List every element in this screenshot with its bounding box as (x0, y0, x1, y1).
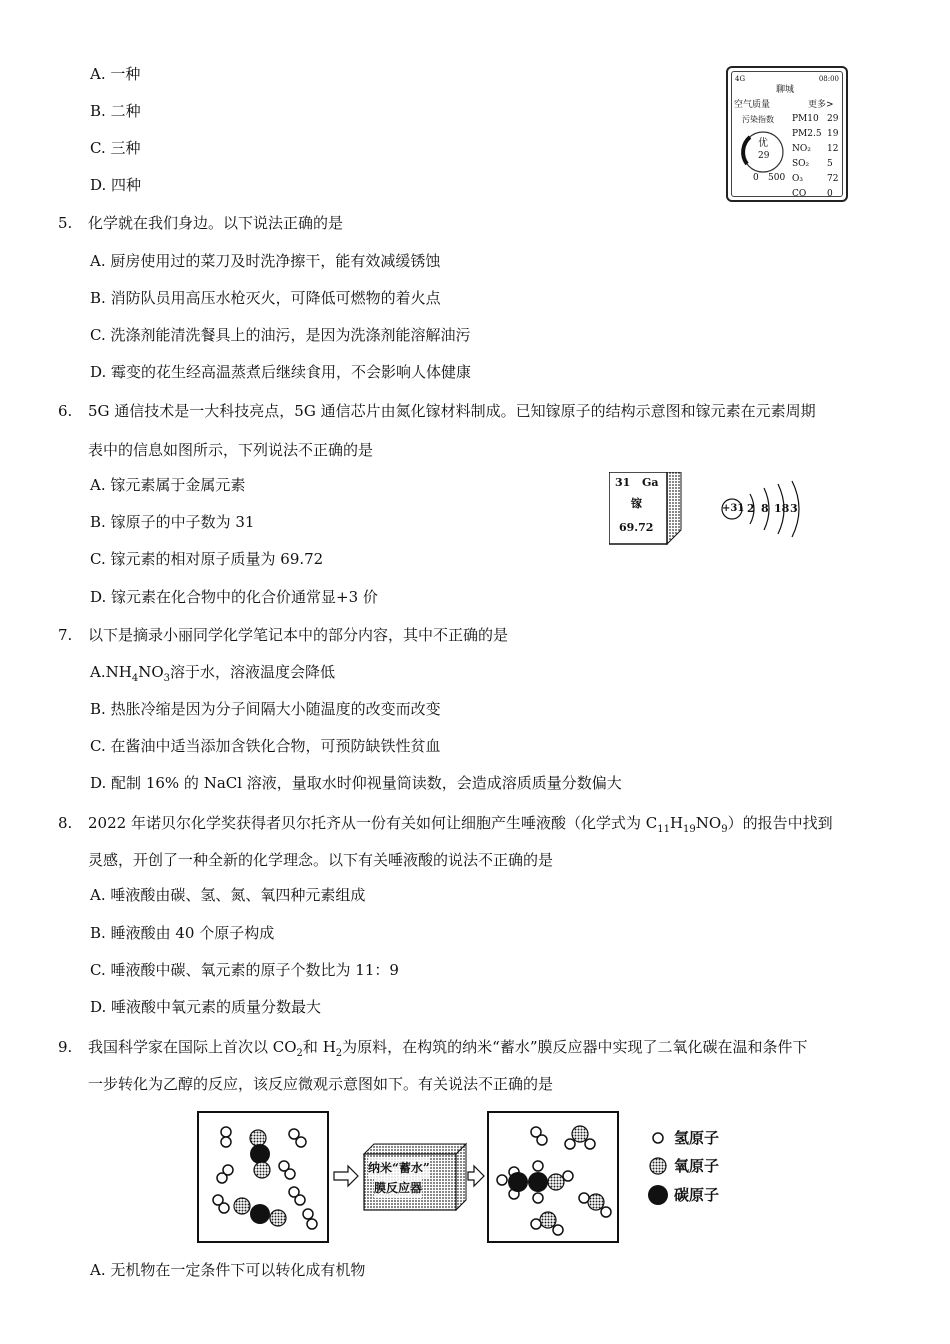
q4-option-c: C. 三种 (90, 139, 141, 157)
element-mass: 69.72 (619, 521, 654, 534)
q8-number: 8. (58, 814, 73, 832)
aqi-grade: 优 (758, 138, 768, 149)
q6-option-b: B. 镓原子的中子数为 31 (90, 513, 255, 531)
pollutant-value: 12 (827, 144, 839, 154)
q6-option-a: A. 镓元素属于金属元素 (90, 476, 246, 494)
pollutant-name: PM10 (792, 114, 819, 124)
q6-option-c: C. 镓元素的相对原子质量为 69.72 (90, 550, 324, 568)
q8-option-c: C. 唾液酸中碳、氧元素的原子个数比为 11：9 (90, 961, 399, 979)
pollutant-value: 0 (827, 189, 833, 199)
q6-stem-line1: 5G 通信技术是一大科技亮点，5G 通信芯片由氮化镓材料制成。已知镓原子的结构示意图和镓元素在元素周期 (88, 402, 816, 420)
reactor-label-line1: 纳米“蓄水” (368, 1158, 430, 1178)
phone-signal: 4G (735, 75, 746, 83)
legend-oxygen-icon (650, 1158, 666, 1174)
pollutant-value: 19 (827, 129, 839, 139)
reaction-micro-diagram (196, 1110, 746, 1245)
legend-carbon-label: 碳原子 (674, 1186, 720, 1204)
reactor-label-line2: 膜反应器 (374, 1178, 422, 1198)
q9-stem-line1: 我国科学家在国际上首次以 $CO_2$和 $H_2$为原料，在构筑的纳米“蓄水”膜反应器中实现了二氧化碳在温和条件下 (88, 1038, 808, 1059)
pollutant-name: SO₂ (792, 159, 810, 169)
shell-3: 18 (774, 502, 790, 515)
q9-number: 9. (58, 1038, 73, 1056)
phone-index-label: 污染指数 (742, 115, 774, 124)
legend-hydrogen-icon (653, 1133, 663, 1143)
q7-number: 7. (58, 626, 73, 644)
phone-time: 08:00 (818, 75, 839, 83)
q8-option-d: D. 唾液酸中氧元素的质量分数最大 (90, 998, 322, 1016)
gallium-element-cell (609, 472, 683, 546)
legend-hydrogen-label: 氢原子 (674, 1129, 720, 1147)
q5-option-a: A. 厨房使用过的菜刀及时洗净擦干，能有效减缓锈蚀 (90, 252, 441, 270)
q7-option-d: D. 配制 16% 的 NaCl 溶液，量取水时仰视量筒读数，会造成溶质质量分数偏大 (90, 774, 622, 792)
q6-stem-line2: 表中的信息如图所示，下列说法不正确的是 (88, 441, 374, 459)
q7-option-a: $A.NH_4NO_3$溶于水，溶液温度会降低 (90, 663, 336, 684)
q9-option-a: A. 无机物在一定条件下可以转化成有机物 (90, 1261, 366, 1279)
q4-option-b: B. 二种 (90, 102, 141, 120)
pollutant-name: O₃ (792, 174, 803, 184)
q7-stem: 以下是摘录小丽同学化学笔记本中的部分内容，其中不正确的是 (88, 626, 509, 644)
q8-stem-line2: 灵感，开创了一种全新的化学理念。以下有关唾液酸的说法不正确的是 (88, 851, 554, 869)
legend-oxygen-label: 氧原子 (674, 1157, 720, 1175)
element-symbol: Ga (642, 476, 659, 489)
air-quality-phone-figure (726, 66, 848, 202)
q5-option-c: C. 洗涤剂能清洗餐具上的油污，是因为洗涤剂能溶解油污 (90, 326, 471, 344)
phone-more-link: 更多> (808, 100, 834, 110)
q6-option-d: D. 镓元素在化合物中的化合价通常显+3 价 (90, 588, 378, 606)
q7-option-c: C. 在酱油中适当添加含铁化合物，可预防缺铁性贫血 (90, 737, 441, 755)
aqi-scale-max: 500 (768, 173, 786, 183)
q8-option-b: B. 睡液酸由 40 个原子构成 (90, 924, 275, 942)
legend-carbon-icon (648, 1185, 668, 1205)
shell-1: 2 (747, 502, 755, 515)
phone-aq-label: 空气质量 (734, 100, 771, 110)
q5-option-b: B. 消防队员用高压水枪灭火，可降低可燃物的着火点 (90, 289, 441, 307)
q9-stem-line2: 一步转化为乙醇的反应，该反应微观示意图如下。有关说法不正确的是 (88, 1075, 554, 1093)
gallium-atom-structure (720, 478, 810, 538)
pollutant-name: PM2.5 (792, 129, 822, 139)
q5-number: 5. (58, 214, 73, 232)
q8-stem-line1: 2022 年诺贝尔化学奖获得者贝尔托齐从一份有关如何让细胞产生唾液酸（化学式为 $C_{11}H_{19}NO_9$）的报告中找到 (88, 814, 833, 835)
pollutant-value: 5 (827, 159, 833, 169)
pollutant-value: 72 (827, 174, 839, 184)
pollutant-name: NO₂ (792, 144, 811, 154)
element-number: 31 (615, 476, 631, 489)
q5-option-d: D. 霉变的花生经高温蒸煮后继续食用，不会影响人体健康 (90, 363, 472, 381)
atom-nucleus-charge: +31 (722, 503, 745, 514)
q4-option-d: D. 四种 (90, 176, 142, 194)
shell-2: 8 (761, 502, 769, 515)
aqi-scale-min: 0 (753, 173, 759, 183)
aqi-value: 29 (758, 151, 770, 161)
q6-number: 6. (58, 402, 73, 420)
shell-4: 3 (790, 502, 798, 515)
q8-option-a: A. 唾液酸由碳、氢、氮、氧四种元素组成 (90, 886, 366, 904)
element-name: 镓 (631, 497, 642, 510)
q4-option-a: A. 一种 (90, 65, 141, 83)
q7-option-b: B. 热胀冷缩是因为分子间隔大小随温度的改变而改变 (90, 700, 441, 718)
pollutant-name: CO (792, 189, 807, 199)
q5-stem: 化学就在我们身边。以下说法正确的是 (88, 214, 344, 232)
pollutant-value: 29 (827, 114, 839, 124)
phone-city: 聊城 (776, 85, 795, 95)
